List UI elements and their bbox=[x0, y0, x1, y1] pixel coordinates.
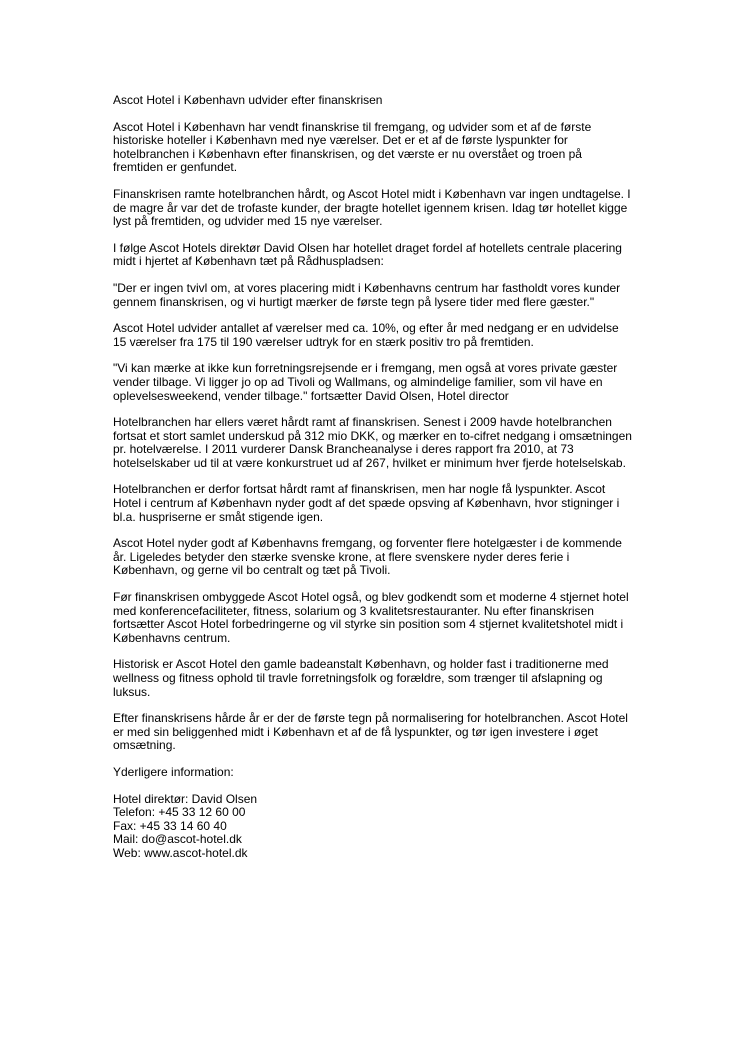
document-page bbox=[113, 94, 633, 861]
paragraph-industry: Hotelbranchen har ellers været hårdt ramt af finanskrisen. Senest i 2009 havde hotelbranchen fortsat et stort samlet underskud på 312 mio DKK, og mærker en to-cifret nedgang i omsætningen pr. hotelværelse. I 2011 vurderer Dansk Brancheanalyse i deres rapport fra 2010, at 73 hotelselskaber ud til at være konkurstruet ud af 267, hvilket er minimum hver fjerde hotelselskab. bbox=[113, 415, 632, 470]
paragraph-intro: Ascot Hotel i København har vendt finanskrise til fremgang, og udvider som et af de første historiske hoteller i København med nye værelser. Det er et af de første lyspunkter for hotelbranchen i København efter finanskrisen, og det værste er nu overstået og troen på fremtiden er genfundet. bbox=[113, 119, 592, 175]
paragraph-crisis: Finanskrisen ramte hotelbranchen hårdt, og Ascot Hotel midt i København var ingen undtagelse. I de magre år var det de trofaste kunder, der bragte hotellet igennem krisen. Idag tør hotellet kigge lyst på fremtiden, og udvider med 15 nye værelser. bbox=[113, 186, 631, 229]
contact-director: Hotel direktør: David Olsen bbox=[113, 791, 258, 806]
paragraph-expansion: Ascot Hotel udvider antallet af værelser med ca. 10%, og efter år med nedgang er en udvidelse 15 værelser fra 175 til 190 værelser udtryk for en stærk positiv tro på fremtiden. bbox=[113, 321, 619, 349]
contact-mail: Mail: do@ascot-hotel.dk bbox=[113, 832, 242, 847]
contact-fax: Fax: +45 33 14 60 40 bbox=[113, 818, 227, 833]
contact-block bbox=[113, 793, 633, 861]
paragraph-conclusion: Efter finanskrisens hårde år er der de første tegn på normalisering for hotelbranchen. Ascot Hotel er med sin beliggenhed midt i København et af de få lyspunkter, og tør igen investere i øget omsætning. bbox=[113, 711, 628, 753]
paragraph-bright-spots: Hotelbranchen er derfor fortsat hårdt ramt af finanskrisen, men har nogle få lyspunkter. Ascot Hotel i centrum af København nyder godt af det spæde opsving af København, hvor stigninger i bl.a. huspriserne er småt stigende igen. bbox=[113, 482, 620, 524]
document-title: Ascot Hotel i København udvider efter finanskrisen bbox=[113, 93, 383, 107]
paragraph-quote-1: "Der er ingen tvivl om, at vores placering midt i Københavns centrum har fastholdt vores kunder gennem finanskrisen, og vi hurtigt mærker de første tegn på lysere tider med flere gæster." bbox=[113, 280, 621, 309]
paragraph-renovation: Før finanskrisen ombyggede Ascot Hotel også, og blev godkendt som et moderne 4 stjernet hotel med konferencefaciliteter, fitness, solarium og 3 kvalitetsrestauranter. Nu efter finanskrisen fortsætter Ascot Hotel forbedringerne og vil styrke sin position som 4 stjernet kvalitetshotel midt i Københavns centrum. bbox=[113, 590, 629, 645]
more-info-label: Yderligere information: bbox=[113, 764, 234, 779]
paragraph-history: Historisk er Ascot Hotel den gamle badeanstalt København, og holder fast i traditionerne med wellness og fitness ophold til travle forretningsfolk og forældre, som trænger til afslapning og luksus. bbox=[113, 657, 609, 699]
paragraph-growth: Ascot Hotel nyder godt af Københavns fremgang, og forventer flere hotelgæster i de kommende år. Ligeledes betyder den stærke svenske krone, at flere svenskere nyder deres ferie i København, og gerne vil bo centralt og tæt på Tivoli. bbox=[113, 536, 622, 578]
contact-web: Web: www.ascot-hotel.dk bbox=[113, 845, 248, 860]
paragraph-director-intro: I følge Ascot Hotels direktør David Olsen har hotellet draget fordel af hotellets centrale placering midt i hjertet af København tæt på Rådhuspladsen: bbox=[113, 240, 622, 269]
contact-phone: Telefon: +45 33 12 60 00 bbox=[113, 805, 246, 820]
paragraph-quote-2: "Vi kan mærke at ikke kun forretningsrejsende er i fremgang, men også at vores private gæster vender tilbage. Vi ligger jo op ad Tivoli og Wallmans, og almindelige familier, som vil have en oplevelsesweekend, vender tilbage." fortsætter David Olsen, Hotel director bbox=[113, 361, 618, 403]
